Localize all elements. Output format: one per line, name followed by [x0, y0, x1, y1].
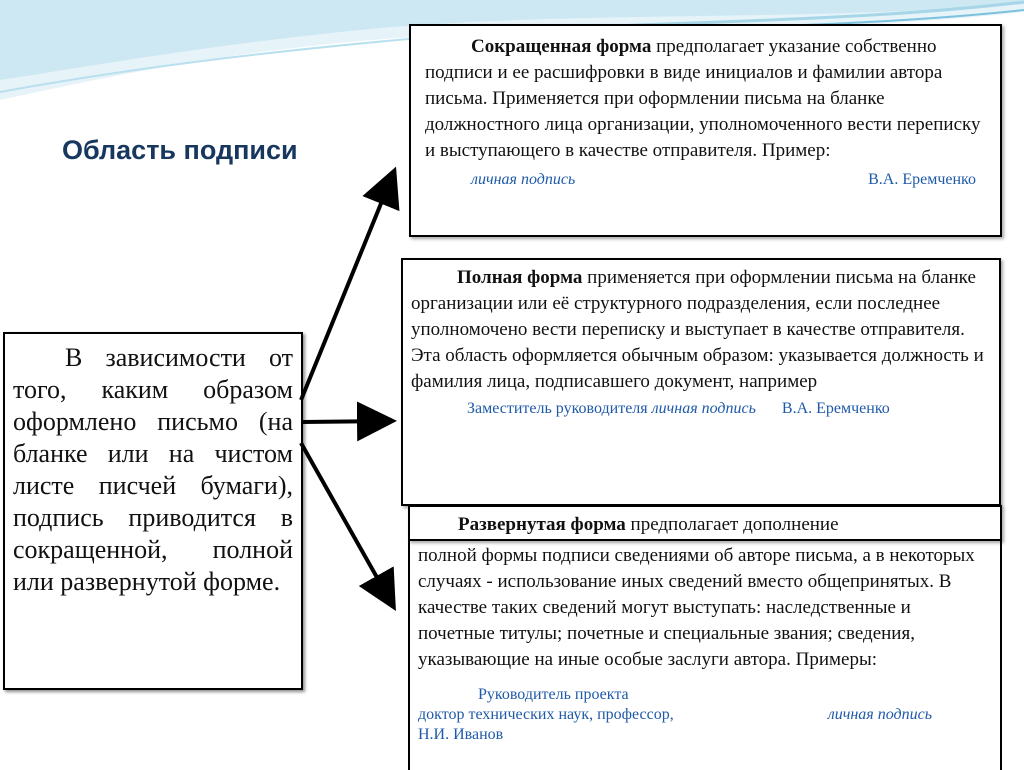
short-form-example: [425, 170, 990, 190]
full-form-term: Полная форма: [457, 267, 583, 288]
extended-form-term: Развернутая форма: [458, 514, 626, 535]
extended-form-box: [408, 530, 1002, 770]
intro-text: В зависимости от того, каким образом оформлено письмо (на бланке или на чистом листе писчей бумаги), подпись приводится в сокращенной, полной или развернутой форме.: [13, 343, 293, 596]
extended-form-text: полной формы подписи сведениями об авторе письма, а в некоторых случаях - использование иных сведений вместо общепринятых. В качестве таких сведений могут выступать: наследственные и почетные титулы; почетные и специальные звания; сведения, указывающие на иные особые заслуги автора. Примеры:: [418, 545, 975, 670]
short-form-text: предполагает указание собственно подписи и ее расшифровки в виде инициалов и фамилии автора письма. Применяется при оформлении письма на бланке должностного лица организации, уполномоченного вести переписку и выступающего в качестве отправителя. Пример:: [425, 36, 981, 161]
arrow-to-short-form: [301, 174, 393, 400]
full-form-name: В.А. Еремченко: [781, 400, 890, 417]
full-form-text: применяется при оформлении письма на бланке организации или её структурного подразделения, если последнее уполномочено вести переписку и выступает в качестве отправителя. Эта область оформляется обычным образом: указывается должность и фамилия лица, подписавшего документ, например: [411, 267, 984, 392]
full-form-description: [411, 265, 989, 395]
short-form-signature: личная подпись: [471, 171, 576, 188]
extended-form-head-text: предполагает дополнение: [625, 514, 839, 535]
extended-form-signature: личная подпись: [827, 706, 932, 723]
arrow-to-full-form: [302, 421, 389, 422]
extended-form-line2: доктор технических наук, профессор,: [418, 706, 674, 723]
short-form-description: [425, 34, 990, 164]
page-title: Область подписи: [54, 131, 308, 169]
short-form-name: В.А. Еремченко: [868, 171, 976, 188]
extended-form-line1: Руководитель проекта: [478, 686, 629, 703]
extended-form-line2-row: [418, 705, 992, 725]
full-form-example: [411, 399, 989, 419]
full-form-box: [401, 258, 1001, 506]
full-form-position: Заместитель руководителя: [467, 400, 652, 417]
short-form-term: Сокращенная форма: [471, 36, 652, 57]
extended-form-header: [408, 505, 1002, 541]
short-form-box: [409, 24, 1002, 237]
full-form-signature: личная подпись: [651, 400, 756, 417]
extended-form-example: [418, 685, 992, 745]
arrow-to-extended-form: [301, 443, 392, 604]
intro-box: [3, 332, 303, 690]
extended-form-name: Н.И. Иванов: [418, 726, 504, 743]
